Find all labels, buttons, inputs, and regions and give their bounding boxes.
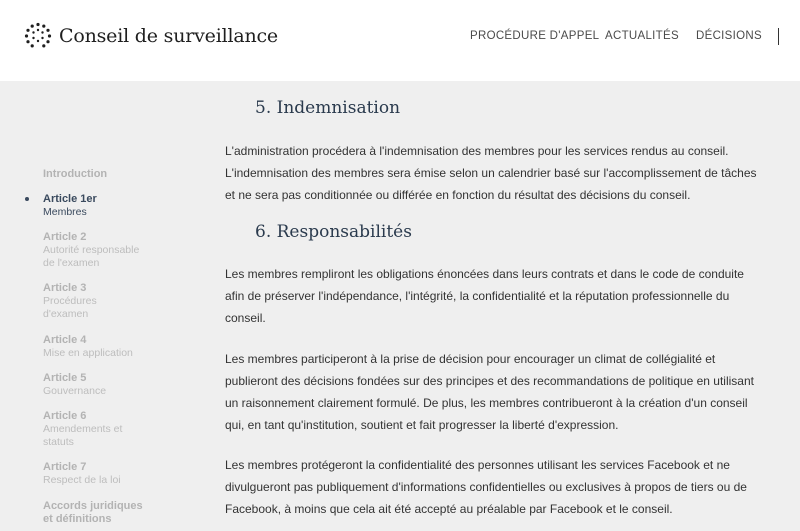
sidebar-item-title: Introduction	[43, 168, 108, 180]
sidebar-item-article-1[interactable]	[43, 193, 163, 219]
sidebar-item-subtitle: Gouvernance	[43, 385, 107, 397]
section-6-paragraph-2: Les membres participeront à la prise de décision pour encourager un climat de collégialité et publieront des décisions fondées sur des principes et des recommandations de politique en utilisant un raisonnement clairement formulé. De plus, les membres contribueront à la création d'un conseil qui, en tant qu'institution, soutient et fait progresser la liberté d'expression.	[225, 352, 754, 432]
nav-news[interactable]: ACTUALITÉS	[605, 30, 679, 42]
section-heading-responsabilites: 6. Responsabilités	[255, 222, 412, 242]
sidebar-item-subtitle: Amendements et statuts	[43, 423, 123, 448]
logo[interactable]	[24, 22, 278, 50]
nav-divider	[778, 28, 779, 45]
sidebar-toc	[0, 81, 190, 531]
sidebar-item-title: Article 2	[43, 231, 87, 243]
sidebar-item-article-7[interactable]	[43, 461, 163, 487]
section-6-paragraph-3: Les membres protégeront la confidentialité des personnes utilisant les services Facebook et ne divulgueront pas publiquement d'informations confidentielles ou exclusives à propos de tiers ou de Facebook, à moins que cela ait été accepté au préalable par Facebook et le conseil.	[225, 458, 747, 516]
nav-decisions[interactable]: DÉCISIONS	[696, 30, 762, 42]
sidebar-item-title: Article 5	[43, 372, 87, 384]
sidebar-item-introduction[interactable]	[43, 168, 163, 181]
sidebar-item-title: Article 3	[43, 282, 87, 294]
sidebar-item-title: Article 6	[43, 410, 87, 422]
logo-text: Conseil de surveillance	[59, 25, 278, 47]
section-heading-indemnisation: 5. Indemnisation	[255, 98, 401, 118]
sidebar-item-subtitle: Respect de la loi	[43, 474, 121, 486]
sidebar-item-article-2[interactable]	[43, 231, 163, 270]
sidebar-item-subtitle: Membres	[43, 206, 87, 218]
sidebar-item-subtitle: Procédures d'examen	[43, 295, 97, 320]
logo-dots-icon	[24, 22, 52, 50]
sidebar-item-legal-agreements[interactable]	[43, 500, 163, 526]
sidebar-item-article-5[interactable]	[43, 372, 163, 398]
sidebar-item-title: Article 1er	[43, 193, 97, 205]
section-6-paragraph-1: Les membres rempliront les obligations énoncées dans leurs contrats et dans le code de conduite afin de préserver l'indépendance, l'intégrité, la confidentialité et la réputation professionnelle du conseil.	[225, 267, 744, 325]
site-header	[0, 0, 800, 81]
sidebar-item-subtitle: Autorité responsable de l'examen	[43, 244, 140, 269]
sidebar-item-title: Article 4	[43, 334, 87, 346]
nav-appeal-procedure[interactable]: PROCÉDURE D'APPEL	[470, 30, 600, 42]
active-bullet-icon	[25, 197, 29, 201]
sidebar-item-article-3[interactable]	[43, 282, 163, 321]
sidebar-item-title: Accords juridiques et définitions	[43, 500, 143, 525]
section-5-paragraph: L'administration procédera à l'indemnisation des membres pour les services rendus au conseil. L'indemnisation des membres sera émise selon un calendrier basé sur l'accomplissement de tâches et ne sera pas conditionnée ou différée en fonction du résultat des décisions du conseil.	[225, 144, 757, 202]
sidebar-item-title: Article 7	[43, 461, 87, 473]
sidebar-item-article-4[interactable]	[43, 334, 163, 360]
sidebar-item-article-6[interactable]	[43, 410, 163, 449]
sidebar-item-subtitle: Mise en application	[43, 347, 133, 359]
